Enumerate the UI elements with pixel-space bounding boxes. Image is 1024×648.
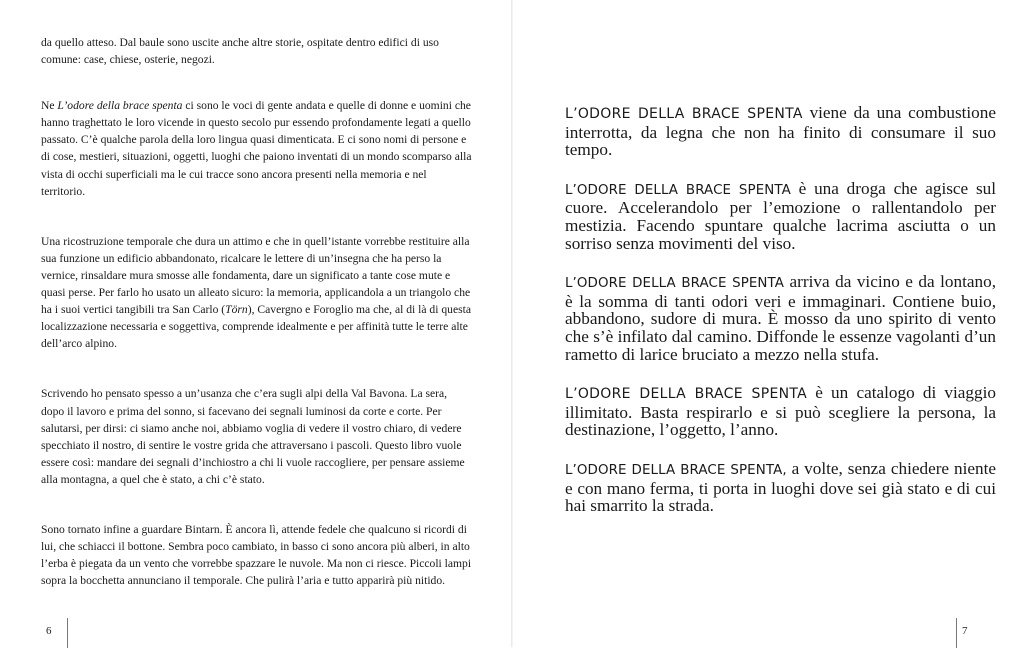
right-paragraph-2: L’ODORE DELLA BRACE SPENTA è una droga che agisce sul cuore. Accelerandolo per l’emozione o rallentandolo per mestizia. Facendo spuntare qualche lacrima asciutta o un sorriso senza movimenti del viso. <box>565 178 996 253</box>
right-page <box>513 0 1024 647</box>
left-page <box>0 0 511 647</box>
left-paragraph-5: Sono tornato infine a guardare Bintarn. È ancora lì, attende fedele che qualcuno si ricordi di lui, che schiacci il bottone. Sembra poco cambiato, in basso ci sono ancora più alberi, in alto l’erba è piegata da un vento che vorrebbe spazzare le nuvole. Ma non ci riesce. Piccoli lampi sopra la bocchetta annunciano il temporale. Che pulirà l’aria e tutto apparirà più nitido. <box>41 522 472 588</box>
left-paragraph-1: da quello atteso. Dal baule sono uscite anche altre storie, ospitate dentro edifici di uso comune: case, chiese, osterie, negozi. <box>41 36 439 67</box>
page-number-right: 7 <box>962 625 968 637</box>
small-caps-title: L’ODORE DELLA BRACE SPENTA <box>565 106 803 122</box>
right-paragraph-4: L’ODORE DELLA BRACE SPENTA è un catalogo di viaggio illimitato. Basta respirarlo e si può scegliere la persona, la destinazione, l’oggetto, l’anno. <box>565 383 996 440</box>
folio-rule-left <box>67 618 68 648</box>
small-caps-title: L’ODORE DELLA BRACE SPENTA, <box>565 462 787 478</box>
right-page-text <box>565 104 996 536</box>
page-number-left: 6 <box>46 625 52 637</box>
right-paragraph-5: L’ODORE DELLA BRACE SPENTA, a volte, senza chiedere niente e con mano ferma, ti porta in luoghi dove sei già stato e di cui hai smarrito la strada. <box>565 458 996 516</box>
left-paragraph-4: Scrivendo ho pensato spesso a un’usanza che c’era sugli alpi della Val Bavona. La sera, dopo il lavoro e prima del sonno, si facevano dei segnali luminosi da corte e corte. Per salutarsi, per dirsi: ci siamo anche noi, abbiamo voglia di vedere il vostro chiaro, di vedere specchiato il nostro, di sentire le vostre grida che attraversano i pascoli. Questo libro vuole essere così: mandare dei segnali d’inchiostro a chi li vuole raccogliere, per pensare assieme alla montagna, a quel che è stato, a chi c’è stato. <box>41 387 465 486</box>
small-caps-title: L’ODORE DELLA BRACE SPENTA <box>565 386 808 403</box>
left-page-text <box>41 34 473 622</box>
left-paragraph-2: Ne L’odore della brace spenta ci sono le voci di gente andata e quelle di donne e uomini che hanno traghettato le loro vicende in questo secolo pur essendo profondamente legati a quello passato. C’è qualche parola della loro lingua quasi dimenticata. E ci sono nomi di persone e di cose, mestieri, situazioni, oggetti, luoghi che paiono inventati di un mondo scomparso alla vista di occhi superficiali ma le cui tracce sono ancora presenti nella memoria e nel territorio. <box>41 99 472 198</box>
right-paragraph-3: L’ODORE DELLA BRACE SPENTA arriva da vicino e da lontano, è la somma di tanti odori veri e immaginari. Contiene buio, abbandono, sudore di mura. È mosso da uno spirito di vento che s’è infilato dal camino. Diffonde le essenze vagolanti d’un rametto di larice bruciato a mezzo nella stufa. <box>565 272 996 364</box>
right-paragraph-1: L’ODORE DELLA BRACE SPENTA viene da una combustione interrotta, da legna che non ha finito di consumare il suo tempo. <box>565 103 996 160</box>
left-paragraph-3: Una ricostruzione temporale che dura un attimo e che in quell’istante vorrebbe restituire alla sua funzione un edificio abbandonato, ricalcare le lettere di un’insegna che ha perso la vernice, rinsaldare mura smosse alle fondamenta, dare un significato a tante cose mute e quasi perse. Per farlo ho usato un alleato sicuro: la memoria, applicandola a un triangolo che ha i suoi vertici tangibili tra San Carlo (Törn), Cavergno e Foroglio ma che, al di là di questa localizzazione necessaria e soggettiva, comprende idealmente e per affinità tutte le terre alte dell’arco alpino. <box>41 234 471 351</box>
folio-rule-right <box>956 618 957 648</box>
book-title-italic: L’odore della brace spenta <box>57 99 183 113</box>
place-name-italic: Törn <box>225 303 248 317</box>
small-caps-title: L’ODORE DELLA BRACE SPENTA <box>565 182 791 198</box>
small-caps-title: L’ODORE DELLA BRACE SPENTA <box>565 276 785 292</box>
